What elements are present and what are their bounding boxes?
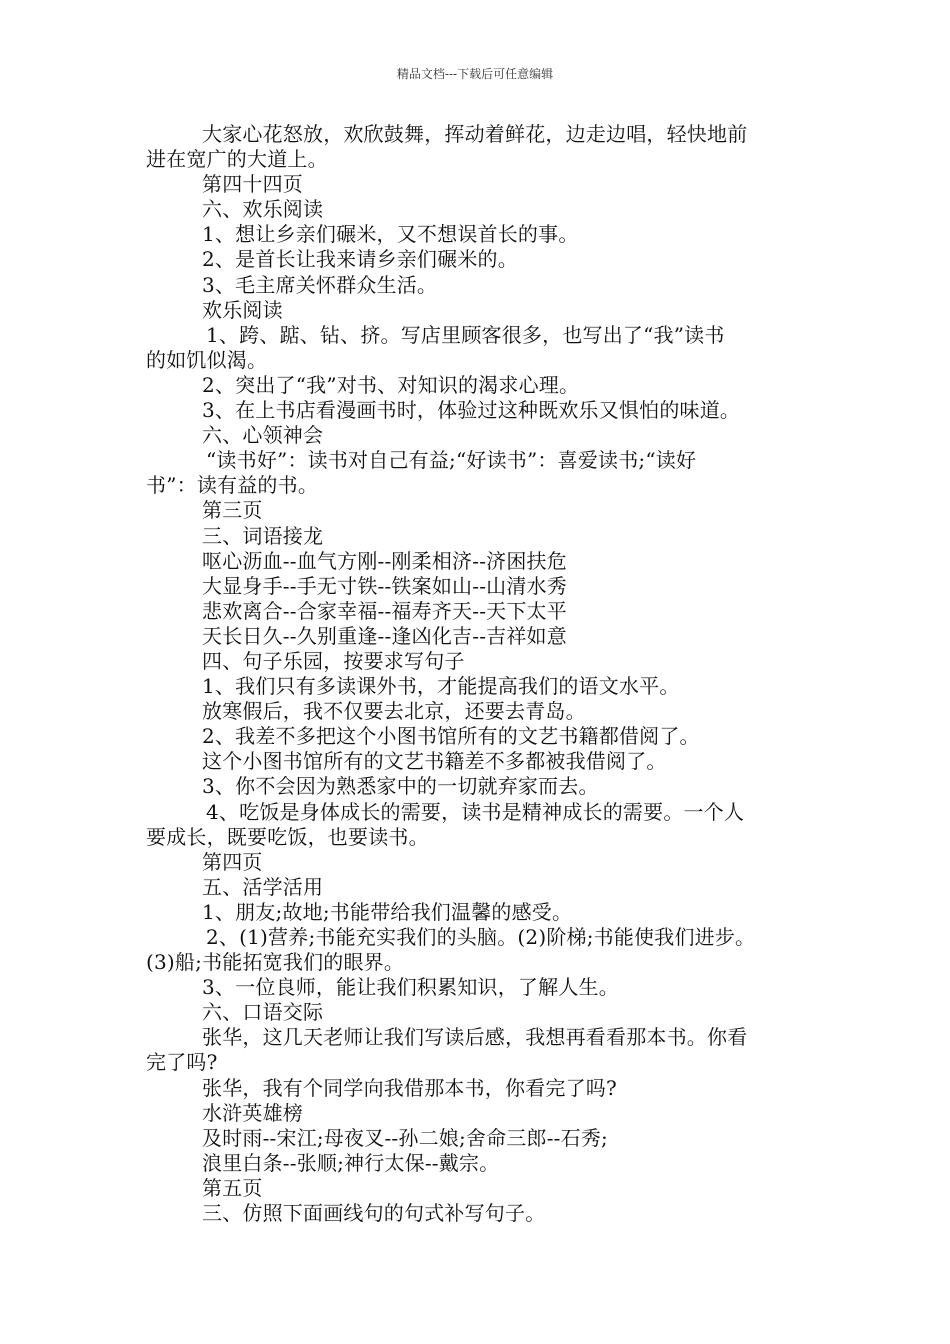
text-line: 及时雨--宋江;母夜叉--孙二娘;舍命三郎--石秀;	[202, 1125, 608, 1150]
page-header: 精品文档---下载后可任意编辑	[396, 67, 554, 81]
text-line: 进在宽广的大道上。	[146, 147, 328, 172]
text-line: 1、我们只有多读课外书，才能提高我们的语文水平。	[202, 674, 680, 699]
text-line: 的如饥似渴。	[146, 347, 268, 372]
text-line: 第三页	[202, 498, 263, 523]
text-line: 要成长，既要吃饭，也要读书。	[146, 824, 429, 849]
text-line: 2、我差不多把这个小图书馆所有的文艺书籍都借阅了。	[202, 724, 700, 749]
text-line: 张华，我有个同学向我借那本书，你看完了吗?	[202, 1075, 617, 1100]
text-line: 2、是首长让我来请乡亲们碾米的。	[202, 247, 518, 272]
text-line: 1、想让乡亲们碾米，又不想误首长的事。	[202, 222, 579, 247]
text-line: 水浒英雄榜	[202, 1100, 303, 1125]
text-line: 1、跨、踮、钻、挤。写店里顾客很多，也写出了“我”读书	[206, 322, 725, 347]
text-line: 放寒假后，我不仅要去北京，还要去青岛。	[202, 699, 586, 724]
text-line: 第四页	[202, 849, 263, 874]
text-line: 2、突出了“我”对书、对知识的渴求心理。	[202, 372, 580, 397]
text-line: 三、词语接龙	[202, 523, 324, 548]
text-line: 3、你不会因为熟悉家中的一切就弃家而去。	[202, 774, 599, 799]
text-line: 欢乐阅读	[202, 297, 283, 322]
text-line: 2、(1)营养;书能充实我们的头脑。(2)阶梯;书能使我们进步。	[206, 925, 756, 949]
text-line: 六、口语交际	[202, 1000, 324, 1025]
text-line: 书”：读有益的书。	[146, 473, 319, 498]
text-line: 悲欢离合--合家幸福--福寿齐天--天下太平	[202, 598, 567, 623]
text-line: 3、在上书店看漫画书时，体验过这种既欢乐又惧怕的味道。	[202, 398, 741, 423]
text-line: 4、吃饭是身体成长的需要，读书是精神成长的需要。一个人	[206, 799, 745, 824]
text-line: 浪里白条--张顺;神行太保--戴宗。	[202, 1150, 500, 1175]
text-line: 这个小图书馆所有的文艺书籍差不多都被我借阅了。	[202, 749, 667, 774]
text-line: 3、一位良师，能让我们积累知识，了解人生。	[202, 975, 619, 1000]
document-body	[146, 122, 826, 1226]
text-line: 六、欢乐阅读	[202, 197, 324, 222]
text-line: 完了吗?	[146, 1050, 218, 1075]
text-line: 3、毛主席关怀群众生活。	[202, 272, 438, 297]
text-line: 第五页	[202, 1175, 263, 1200]
text-line: 张华，这几天老师让我们写读后感，我想再看看那本书。你看	[202, 1025, 748, 1050]
text-line: 第四十四页	[202, 172, 303, 197]
text-line: 三、仿照下面画线句的句式补写句子。	[202, 1201, 546, 1226]
text-line: (3)船;书能拓宽我们的眼界。	[146, 950, 405, 975]
text-line: 呕心沥血--血气方刚--刚柔相济--济困扶危	[202, 548, 567, 573]
text-line: “读书好”：读书对自己有益;“好读书”：喜爱读书;“读好	[206, 448, 697, 473]
text-line: 四、句子乐园，按要求写句子	[202, 648, 465, 673]
text-line: 大家心花怒放，欢欣鼓舞，挥动着鲜花，边走边唱，轻快地前	[202, 122, 748, 146]
text-line: 1、朋友;故地;书能带给我们温馨的感受。	[202, 899, 573, 924]
text-line: 五、活学活用	[202, 874, 324, 899]
text-line: 天长日久--久别重逢--逢凶化吉--吉祥如意	[202, 623, 567, 648]
text-line: 大显身手--手无寸铁--铁案如山--山清水秀	[202, 573, 567, 598]
text-line: 六、心领神会	[202, 423, 324, 448]
